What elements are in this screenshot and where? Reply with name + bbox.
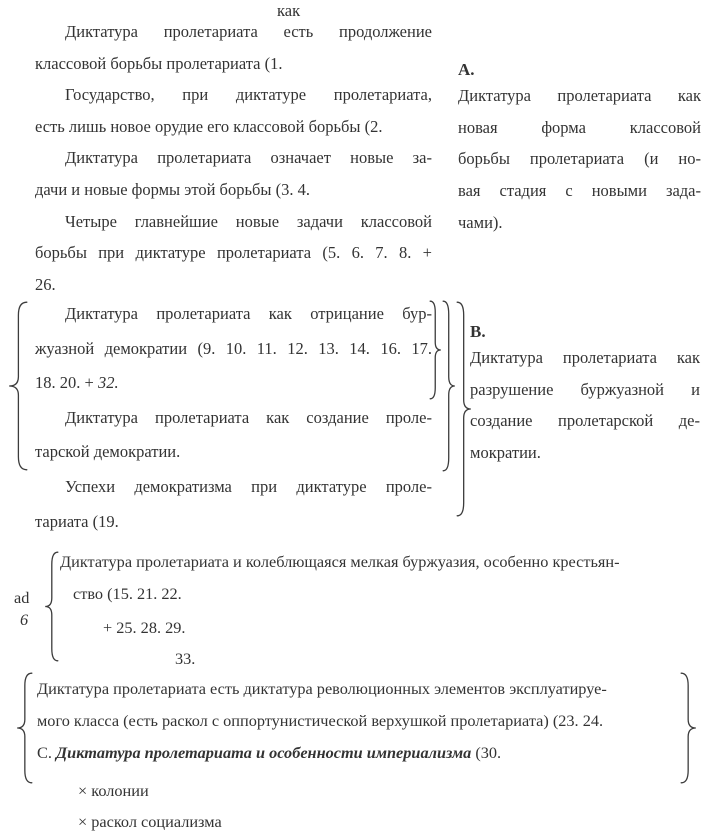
text-line: есть лишь новое орудие его классовой борьбы (2.: [35, 116, 383, 136]
text-line: + 25. 28. 29.: [103, 618, 186, 637]
text-line: борьбы пролетариата (и но-: [458, 149, 701, 169]
text-line: чами).: [458, 212, 503, 232]
text-line: Диктатура пролетариата и колеблющаяся мелкая буржуазия, особенно крестьян-: [60, 552, 620, 571]
text-line: жуазной демократии (9. 10. 11. 12. 13. 14. 16. 17.: [35, 338, 432, 358]
bottom-left-curly-brace: [16, 672, 33, 784]
text-line: Диктатура пролетариата есть диктатура революционных элементов эксплуатируе-: [37, 679, 607, 698]
right-curly-brace-inner: [429, 300, 442, 400]
text-line: Успехи демократизма при диктатуре проле-: [65, 476, 432, 496]
text-line: классовой борьбы пролетариата (1.: [35, 53, 283, 73]
text-line: Государство, при диктатуре пролетариата,: [65, 85, 432, 105]
ad-number: 6: [20, 610, 29, 629]
right-curly-brace-middle: [442, 300, 456, 472]
text-line: разрушение буржуазной и: [470, 379, 700, 399]
italic-number: 32.: [97, 373, 119, 393]
annotation-b-label: В.: [470, 322, 486, 341]
text-line: Диктатура пролетариата как: [458, 86, 701, 105]
text-line: ство (15. 21. 22.: [73, 584, 182, 603]
right-curly-brace-outer: [456, 301, 472, 517]
text-line: мократии.: [470, 443, 541, 463]
overline-word: как: [277, 1, 301, 20]
section-1: [35, 16, 432, 300]
text-line: Четыре главнейшие новые задачи классовой: [65, 211, 432, 231]
ad-label: ad: [14, 588, 30, 607]
left-curly-brace: [8, 301, 28, 471]
annotation-a: [458, 60, 701, 239]
section-2: [35, 297, 432, 539]
text-line: 33.: [175, 649, 196, 668]
text-line: Диктатура пролетариата как создание проле-: [65, 407, 432, 427]
text-line: 26.: [35, 274, 56, 294]
text-line: [35, 366, 432, 401]
text-line: тариата (19.: [35, 511, 119, 531]
text-line: борьбы при диктатуре пролетариата (5. 6. 7. 8. +: [35, 243, 432, 263]
text-line: Диктатура пролетариата как: [470, 348, 700, 367]
text-line: тарской демократии.: [35, 442, 181, 462]
text-line: Диктатура пролетариата как отрицание бур-: [65, 304, 432, 323]
annotation-b: [470, 322, 700, 469]
cross-item: × колонии: [78, 781, 149, 800]
annotation-a-label: А.: [458, 60, 475, 79]
text-line: [37, 743, 501, 763]
text-segment: 18. 20. +: [35, 373, 98, 393]
text-line: дачи и новые формы этой борьбы (3. 4.: [35, 179, 310, 199]
bottom-right-curly-brace: [680, 672, 697, 784]
text-segment: (30.: [471, 743, 502, 762]
ad6-curly-brace: [44, 551, 59, 662]
text-line: мого класса (есть раскол с оппортунистической верхушкой пролетариата) (23. 24.: [37, 711, 604, 730]
cross-item: × раскол социализма: [78, 812, 222, 831]
text-line: новая форма классовой: [458, 117, 701, 137]
bold-italic-heading: Диктатура пролетариата и особенности империализма: [56, 743, 472, 762]
text-line: создание пролетарской де-: [470, 411, 700, 431]
text-line: вая стадия с новыми зада-: [458, 181, 701, 201]
text-line: Диктатура пролетариата есть продолжение: [65, 22, 432, 41]
text-segment: С.: [37, 743, 57, 762]
text-line: Диктатура пролетариата означает новые за-: [65, 148, 432, 168]
